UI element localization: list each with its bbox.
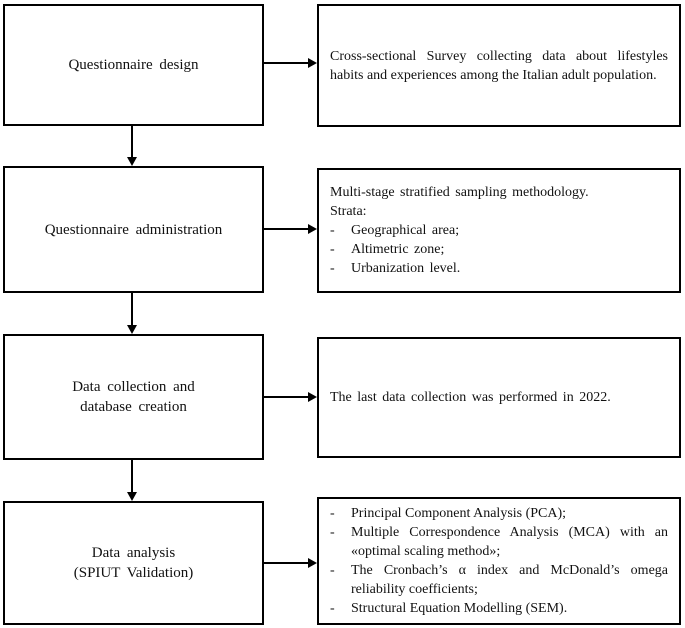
list-item-text: Structural Equation Modelling (SEM).	[351, 601, 568, 616]
list-item	[330, 221, 668, 240]
detail-box-sampling-methodology	[317, 168, 681, 293]
list-dash: -	[330, 563, 335, 578]
step-box-questionnaire-design	[3, 4, 264, 126]
detail-line: Multi-stage stratified sampling methodology.	[330, 185, 589, 200]
arrow-down-3	[131, 460, 133, 492]
step-label-line2: (SPIUT Validation)	[73, 565, 194, 581]
list-item	[330, 240, 668, 259]
list-dash: -	[330, 242, 335, 257]
list-item	[330, 504, 668, 523]
list-item-text: Altimetric zone;	[351, 242, 445, 257]
list-dash: -	[330, 525, 335, 540]
detail-box-data-collection-date	[317, 337, 681, 458]
list-item-text: Urbanization level.	[351, 261, 461, 276]
arrow-down-1	[131, 126, 133, 157]
arrow-down-2	[131, 293, 133, 325]
step-label: Questionnaire design	[68, 57, 199, 73]
step-box-data-analysis	[3, 501, 264, 625]
arrow-right-4	[264, 562, 308, 564]
list-item-text: Principal Component Analysis (PCA);	[351, 506, 567, 521]
detail-box-survey-description	[317, 4, 681, 127]
arrow-right-2	[264, 228, 308, 230]
arrow-right-3	[264, 396, 308, 398]
detail-line: Strata:	[330, 204, 367, 219]
detail-text: The last data collection was performed in 2022.	[330, 390, 611, 405]
list-item-text: The Cronbach’s α index and McDonald’s omega reliability coefficients;	[351, 563, 668, 597]
list-item-text: Multiple Correspondence Analysis (MCA) with an «optimal scaling method»;	[351, 525, 668, 559]
list-dash: -	[330, 261, 335, 276]
step-box-data-collection	[3, 334, 264, 460]
step-box-questionnaire-administration	[3, 166, 264, 293]
list-item	[330, 561, 668, 599]
step-label-line1: Data analysis	[91, 545, 176, 561]
list-dash: -	[330, 223, 335, 238]
detail-box-analysis-methods	[317, 497, 681, 625]
arrow-right-1	[264, 62, 308, 64]
list-dash: -	[330, 601, 335, 616]
list-item	[330, 259, 668, 278]
step-label-line1: Data collection and	[72, 379, 195, 395]
list-item	[330, 599, 668, 618]
step-label: Questionnaire administration	[44, 221, 223, 238]
list-item-text: Geographical area;	[351, 223, 460, 238]
list-dash: -	[330, 506, 335, 521]
step-label-line2: database creation	[80, 399, 187, 415]
detail-text: Cross-sectional Survey collecting data about lifestyles habits and experiences among the Italian adult population.	[330, 48, 668, 83]
list-item	[330, 523, 668, 561]
